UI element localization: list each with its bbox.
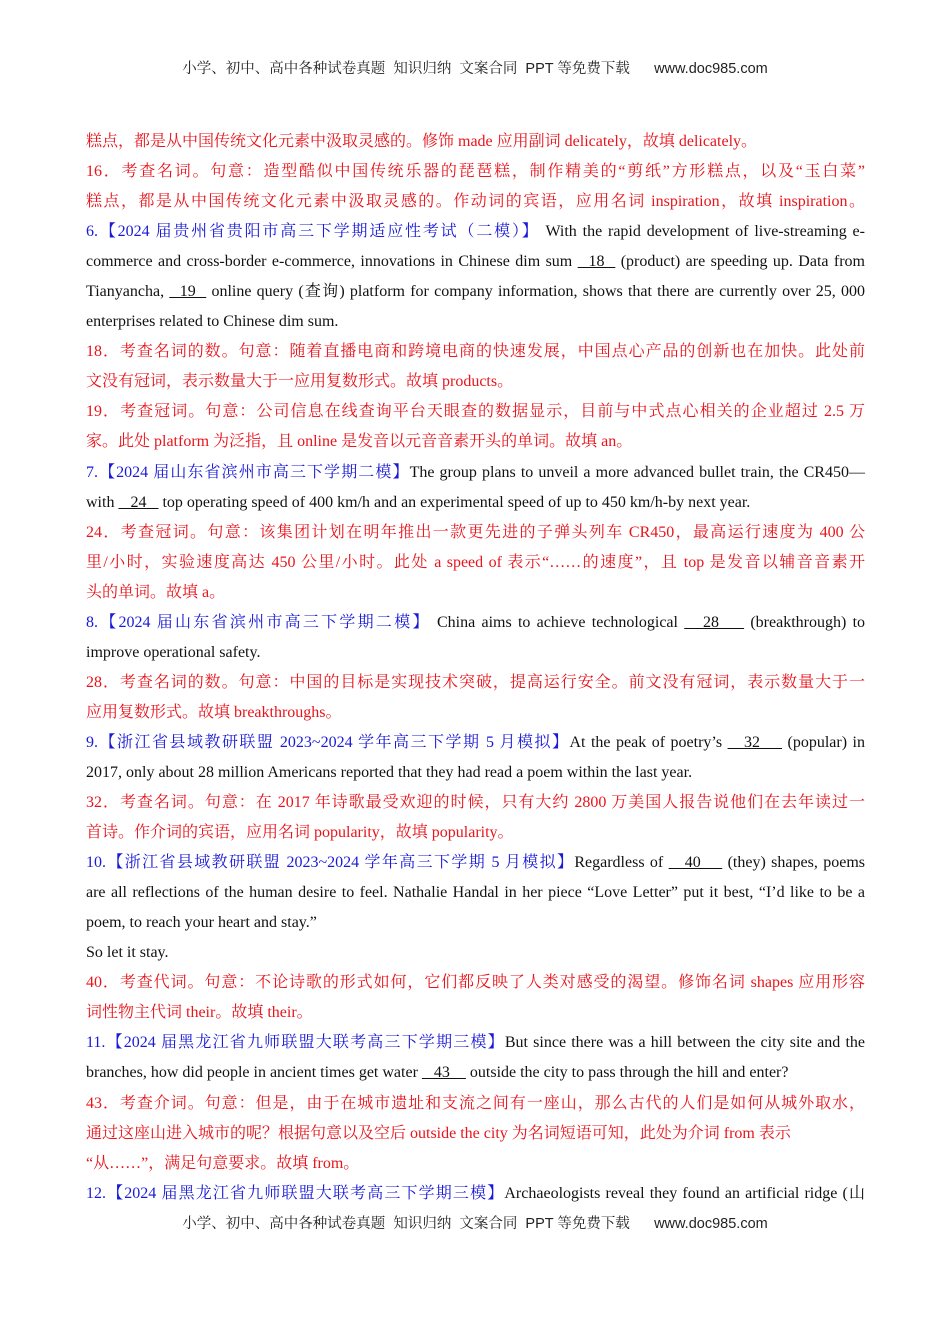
passage-text: with bbox=[86, 493, 119, 511]
text-line bbox=[86, 878, 865, 908]
text-line bbox=[86, 157, 865, 187]
text-line bbox=[86, 818, 865, 848]
answer-explanation-text: 18．考查名词的数。句意：随着直播电商和跨境电商的快速发展，中国点心产品的创新也在加快。此处前 bbox=[86, 343, 865, 361]
answer-explanation-text: 24．考查冠词。句意：该集团计划在明年推出一款更先进的子弹头列车 CR450，最高运行速度为 400 公 bbox=[86, 523, 865, 541]
text-line bbox=[86, 337, 865, 367]
answer-explanation-text: 词性物主代词 their。故填 their。 bbox=[86, 1004, 313, 1022]
answer-explanation-text: 应用复数形式。故填 breakthroughs。 bbox=[86, 703, 342, 721]
passage-text: outside the city to pass through the hill and enter? bbox=[465, 1064, 789, 1082]
text-line bbox=[86, 578, 865, 608]
text-line bbox=[86, 908, 865, 938]
answer-explanation-text: 里/小时，实验速度高达 450 公里/小时。此处 a speed of 表示“……的速度”，且 top 是发音以辅音音素开 bbox=[86, 553, 865, 571]
passage-text: top operating speed of 400 km/h and an experimental speed of up to 450 km/h-by next year. bbox=[158, 493, 751, 511]
question-source-label: 12.【2024 届黑龙江省九师联盟大联考高三下学期三模】 bbox=[86, 1184, 505, 1202]
passage-text: 2017, only about 28 million Americans reported that they had read a poem within the last year. bbox=[86, 763, 693, 781]
page-footer: 小学、初中、高中各种试卷真题 知识归纳 文案合同 PPT 等免费下载 www.doc985.com bbox=[182, 1216, 768, 1232]
text-line bbox=[86, 307, 865, 337]
text-line bbox=[86, 217, 865, 247]
text-line bbox=[86, 1149, 865, 1179]
text-line bbox=[86, 968, 865, 998]
answer-blank: 19 bbox=[169, 283, 207, 301]
text-line bbox=[86, 1119, 865, 1149]
answer-explanation-text: 头的单词。故填 a。 bbox=[86, 583, 226, 601]
document-body bbox=[86, 127, 865, 1209]
passage-text: China aims to achieve technological bbox=[430, 613, 685, 631]
passage-text: But since there was a hill between the city site and the bbox=[504, 1034, 865, 1052]
answer-blank: 24 bbox=[118, 493, 159, 511]
passage-text: are all reflections of the human desire to feel. Nathalie Handal in her piece “Love Letter” put it best, “I’d like to be a bbox=[86, 884, 865, 902]
text-line bbox=[86, 848, 865, 878]
passage-text: online query (查询) platform for company information, shows that there are currently over 25, 000 bbox=[206, 283, 866, 301]
passage-text: enterprises related to Chinese dim sum. bbox=[86, 313, 339, 331]
text-line bbox=[86, 1028, 865, 1058]
passage-text: (breakthrough) to bbox=[744, 613, 866, 631]
answer-explanation-text: 19．考查冠词。句意：公司信息在线查询平台天眼查的数据显示，目前与中式点心相关的企业超过 2.5 万 bbox=[86, 403, 865, 421]
answer-blank: 32 bbox=[727, 733, 783, 751]
passage-text: The group plans to unveil a more advanced bullet train, the CR450— bbox=[409, 463, 865, 481]
text-line bbox=[86, 488, 865, 518]
text-line bbox=[86, 548, 865, 578]
question-source-label: 7.【2024 届山东省滨州市高三下学期二模】 bbox=[86, 463, 410, 481]
answer-explanation-text: 28．考查名词的数。句意：中国的目标是实现技术突破，提高运行安全。前文没有冠词，表示数量大于一 bbox=[86, 673, 865, 691]
text-line bbox=[86, 1179, 865, 1209]
text-line bbox=[86, 1089, 865, 1119]
answer-explanation-text: 43．考查介词。句意：但是，由于在城市遗址和支流之间有一座山，那么古代的人们是如何从城外取水， bbox=[86, 1094, 865, 1112]
passage-text: Archaeologists reveal they found an artificial ridge (山 bbox=[504, 1184, 865, 1202]
answer-explanation-text: 糕点，都是从中国传统文化元素中汲取灵感的。修饰 made 应用副词 delicately，故填 delicately。 bbox=[86, 133, 758, 150]
answer-explanation-text: 家。此处 platform 为泛指，且 online 是发音以元音音素开头的单词。故填 an。 bbox=[86, 433, 633, 451]
passage-text: Tianyancha, bbox=[86, 283, 170, 301]
passage-text: Regardless of bbox=[574, 854, 669, 872]
text-line bbox=[86, 788, 865, 818]
question-source-label: 8.【2024 届山东省滨州市高三下学期二模】 bbox=[86, 613, 431, 631]
passage-text: So let it stay. bbox=[86, 944, 169, 962]
question-source-label: 6.【2024 届贵州省贵阳市高三下学期适应性考试（二模）】 bbox=[86, 223, 540, 241]
text-line bbox=[86, 187, 865, 217]
text-line bbox=[86, 458, 865, 488]
passage-text: (popular) in bbox=[782, 733, 865, 751]
answer-explanation-text: 40．考查代词。句意：不论诗歌的形式如何，它们都反映了人类对感受的渴望。修饰名词 shapes 应用形容 bbox=[86, 974, 865, 992]
question-source-label: 9.【浙江省县域教研联盟 2023~2024 学年高三下学期 5 月模拟】 bbox=[86, 733, 570, 751]
answer-explanation-text: 糕点，都是从中国传统文化元素中汲取灵感的。作动词的宾语，应用名词 inspiration，故填 inspiration。 bbox=[86, 193, 865, 211]
passage-text: At the peak of poetry’s bbox=[569, 733, 728, 751]
passage-text: improve operational safety. bbox=[86, 643, 261, 661]
text-line bbox=[86, 938, 865, 968]
answer-blank: 18 bbox=[577, 253, 616, 271]
answer-blank: 28 bbox=[684, 613, 745, 631]
passage-text: With the rapid development of live-streaming e- bbox=[539, 223, 865, 241]
text-line bbox=[86, 1058, 865, 1088]
answer-explanation-text: 首诗。作介词的宾语，应用名词 popularity，故填 popularity。 bbox=[86, 824, 514, 842]
passage-text: (they) shapes, poems bbox=[722, 854, 865, 872]
question-source-label: 10.【浙江省县域教研联盟 2023~2024 学年高三下学期 5 月模拟】 bbox=[86, 854, 575, 872]
text-line bbox=[86, 728, 865, 758]
answer-explanation-text: 文没有冠词，表示数量大于一应用复数形式。故填 products。 bbox=[86, 373, 514, 391]
answer-blank: 43 bbox=[421, 1064, 466, 1082]
answer-explanation-text: 16．考查名词。句意：造型酷似中国传统乐器的琵琶糕，制作精美的“剪纸”方形糕点，以及“玉白菜” bbox=[86, 163, 865, 181]
text-line bbox=[86, 397, 865, 427]
answer-explanation-text: 32．考查名词。句意：在 2017 年诗歌最受欢迎的时候，只有大约 2800 万美国人报告说他们在去年读过一 bbox=[86, 794, 865, 812]
passage-text: poem, to reach your heart and stay.” bbox=[86, 914, 317, 932]
text-line bbox=[86, 127, 865, 157]
text-line bbox=[86, 277, 865, 307]
answer-explanation-text: 通过这座山进入城市的呢？根据句意以及空后 outside the city 为名词短语可知，此处为介词 from 表示 bbox=[86, 1124, 791, 1142]
passage-text: commerce and cross-border e-commerce, innovations in Chinese dim sum bbox=[86, 253, 578, 271]
question-source-label: 11.【2024 届黑龙江省九师联盟大联考高三下学期三模】 bbox=[86, 1034, 505, 1052]
page-header: 小学、初中、高中各种试卷真题 知识归纳 文案合同 PPT 等免费下载 www.doc985.com bbox=[182, 61, 768, 77]
text-line bbox=[86, 427, 865, 457]
passage-text: branches, how did people in ancient times get water bbox=[86, 1064, 422, 1082]
text-line bbox=[86, 638, 865, 668]
text-line bbox=[86, 758, 865, 788]
text-line bbox=[86, 608, 865, 638]
text-line bbox=[86, 698, 865, 728]
text-line bbox=[86, 518, 865, 548]
passage-text: (product) are speeding up. Data from bbox=[615, 253, 865, 271]
answer-explanation-text: “从……”，满足句意要求。故填 from。 bbox=[86, 1154, 360, 1172]
answer-blank: 40 bbox=[668, 854, 723, 872]
text-line bbox=[86, 367, 865, 397]
text-line bbox=[86, 247, 865, 277]
text-line bbox=[86, 668, 865, 698]
text-line bbox=[86, 998, 865, 1028]
